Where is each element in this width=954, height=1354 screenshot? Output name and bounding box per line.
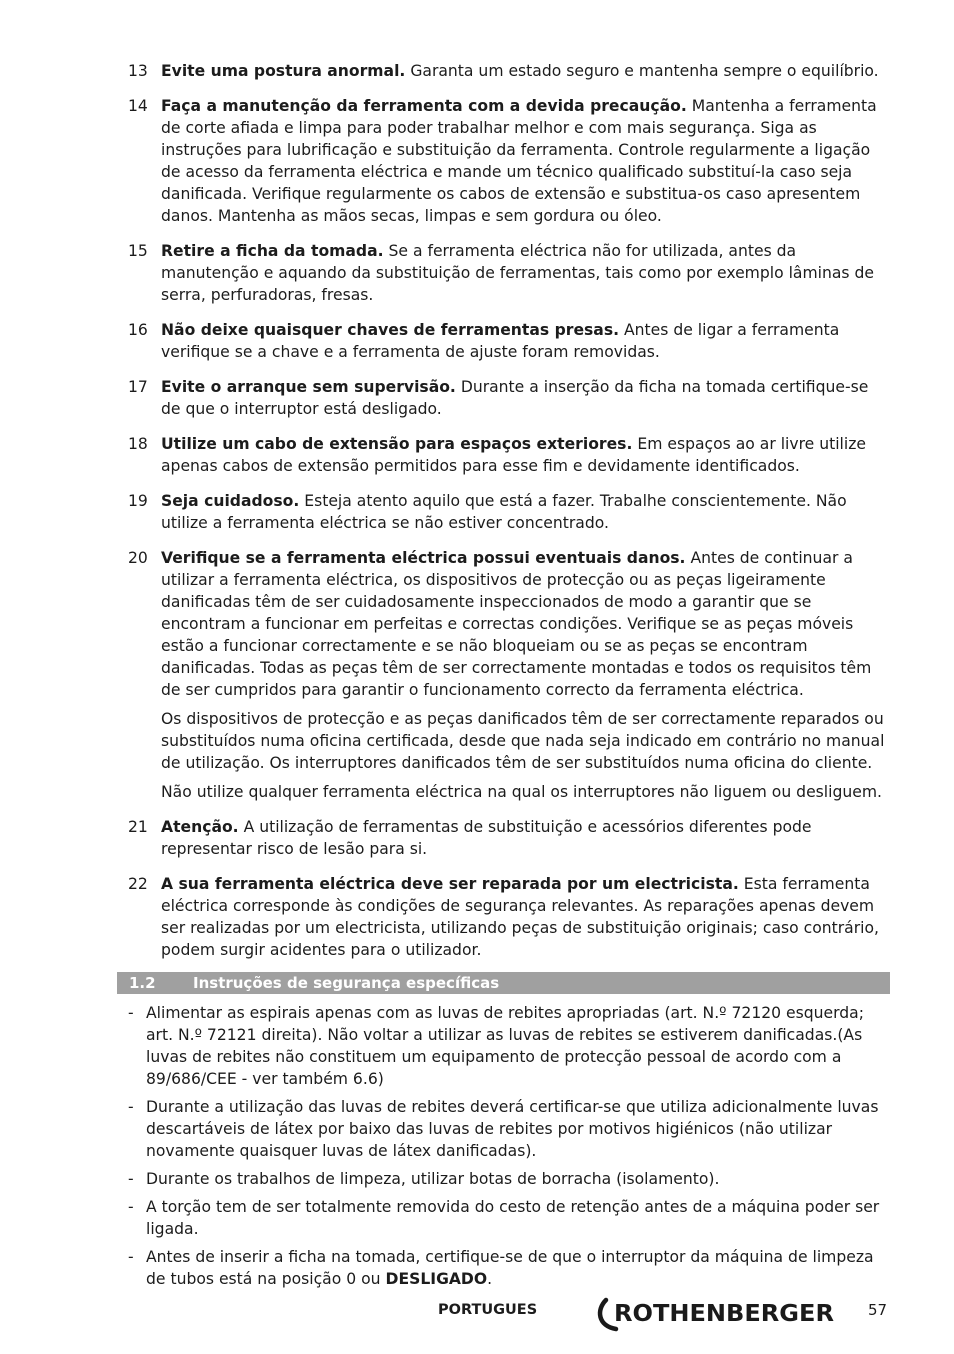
item-paragraph <box>161 490 892 534</box>
item-heading: A sua ferramenta eléctrica deve ser reparada por um electricista. <box>161 875 739 893</box>
page-number: 57 <box>868 1301 888 1319</box>
item-text: Antes de continuar a utilizar a ferramenta eléctrica, os dispositivos de protecção ou as peças ligeiramente danificadas têm de ser cuidadosamente inspeccionados de modo a garantir que se encontram a funcionar em perfeitas e correctas condições. Verifique se as peças móveis estão a funcionar correctamente e se não bloqueiam ou se as peças se encontram danificadas. Todas as peças têm de ser correctamente montadas e todos os requisitos têm de ser cumpridos para garantir o funcionamento correcto da ferramenta eléctrica. <box>161 549 872 699</box>
item-text: Os dispositivos de protecção e as peças danificados têm de ser correctamente reparados ou substituídos numa oficina certificada, desde que nada seja indicado em contrário no manual de utilização. Os interruptores danificados têm de ser substituídos numa oficina do cliente. <box>161 710 885 772</box>
item-heading: Utilize um cabo de extensão para espaços exteriores. <box>161 435 633 453</box>
bullet-dash: - <box>128 1004 134 1022</box>
bullet-emphasis: DESLIGADO <box>385 1270 488 1288</box>
item-paragraph <box>161 433 892 477</box>
item-text: Antes de ligar a ferramenta verifique se a chave e a ferramenta de ajuste foram removidas. <box>161 321 840 361</box>
item-text: A utilização de ferramentas de substituição e acessórios diferentes pode representar risco de lesão para si. <box>161 818 812 858</box>
item-paragraph <box>161 60 892 82</box>
item-paragraph <box>161 319 892 363</box>
item-text: Durante a inserção da ficha na tomada certifique-se de que o interruptor está desligado. <box>161 378 869 418</box>
bullet-dash: - <box>128 1170 134 1188</box>
instruction-item <box>128 873 892 961</box>
item-heading: Verifique se a ferramenta eléctrica possui eventuais danos. <box>161 549 686 567</box>
bullet-dash: - <box>128 1098 134 1116</box>
bullet-dash: - <box>128 1248 134 1266</box>
instruction-item <box>128 490 892 534</box>
item-number: 13 <box>128 62 148 80</box>
bullet-item <box>128 1002 892 1090</box>
item-paragraph <box>161 240 892 306</box>
item-heading: Evite uma postura anormal. <box>161 62 406 80</box>
bullet-text: Durante os trabalhos de limpeza, utilizar botas de borracha (isolamento). <box>146 1170 720 1188</box>
item-number: 21 <box>128 818 148 836</box>
item-text: Se a ferramenta eléctrica não for utilizada, antes da manutenção e aquando da substituição de ferramentas, tais como por exemplo lâminas de serra, perfuradoras, fresas. <box>161 242 875 304</box>
footer-language: PORTUGUES <box>438 1302 538 1318</box>
item-heading: Evite o arranque sem supervisão. <box>161 378 456 396</box>
instruction-item <box>128 60 892 82</box>
rothenberger-logo <box>594 1294 838 1334</box>
bullet-dash: - <box>128 1198 134 1216</box>
bullet-text: Antes de inserir a ficha na tomada, certifique-se de que o interruptor da máquina de limpeza de tubos está na posição 0 ou <box>146 1248 874 1288</box>
instruction-item <box>128 376 892 420</box>
item-number: 22 <box>128 875 148 893</box>
bullet-item <box>128 1246 892 1290</box>
item-paragraph <box>161 708 892 774</box>
item-heading: Atenção. <box>161 818 239 836</box>
section-header <box>117 972 890 994</box>
instruction-item <box>128 319 892 363</box>
item-paragraph <box>161 547 892 701</box>
bullet-item <box>128 1168 892 1190</box>
safety-instructions-list <box>128 60 892 974</box>
section-number: 1.2 <box>129 974 156 992</box>
bullet-item <box>128 1196 892 1240</box>
item-number: 16 <box>128 321 148 339</box>
instruction-item <box>128 95 892 227</box>
item-paragraph <box>161 781 892 803</box>
specific-instructions-list <box>128 1002 892 1296</box>
instruction-item <box>128 816 892 860</box>
item-text: Mantenha a ferramenta de corte afiada e limpa para poder trabalhar melhor e com mais segurança. Siga as instruções para lubrificação e substituição da ferramenta. Controle regularmente a ligação de acesso da ferramenta eléctrica e mande um técnico qualificado substituí-la caso seja danificada. Verifique regularmente os cabos de extensão e substitua-os caso apresentem danos. Mantenha as mãos secas, limpas e sem gordura ou óleo. <box>161 97 877 225</box>
item-heading: Seja cuidadoso. <box>161 492 300 510</box>
item-number: 15 <box>128 242 148 260</box>
bullet-text: Durante a utilização das luvas de rebites deverá certificar-se que utiliza adicionalmente luvas descartáveis de látex por baixo das luvas de rebites por motivos higiénicos (não utilizar novamente quaisquer luvas de látex danificadas). <box>146 1098 879 1160</box>
instruction-item <box>128 240 892 306</box>
item-paragraph <box>161 95 892 227</box>
bullet-text: Alimentar as espirais apenas com as luvas de rebites apropriadas (art. N.º 72120 esquerda; art. N.º 72121 direita). Não voltar a utilizar as luvas de rebites se estiverem danificadas.(As luvas de rebites não constituem um equipamento de protecção pessoal de acordo com a 89/686/CEE - ver também 6.6) <box>146 1004 864 1088</box>
item-text: Esteja atento aquilo que está a fazer. Trabalhe conscientemente. Não utilize a ferramenta eléctrica se não estiver concentrado. <box>161 492 847 532</box>
bullet-text: A torção tem de ser totalmente removida do cesto de retenção antes de a máquina poder ser ligada. <box>146 1198 880 1238</box>
item-paragraph <box>161 816 892 860</box>
section-title: Instruções de segurança específicas <box>193 974 500 992</box>
item-text: Em espaços ao ar livre utilize apenas cabos de extensão permitidos para esse fim e devidamente identificados. <box>161 435 866 475</box>
item-number: 14 <box>128 97 148 115</box>
instruction-item <box>128 433 892 477</box>
item-paragraph <box>161 873 892 961</box>
item-text: Garanta um estado seguro e mantenha sempre o equilíbrio. <box>405 62 879 80</box>
logo-wordmark: ROTHENBERGER <box>614 1301 835 1327</box>
item-text: Não utilize qualquer ferramenta eléctrica na qual os interruptores não liguem ou desliguem. <box>161 783 882 801</box>
item-paragraph <box>161 376 892 420</box>
item-heading: Retire a ficha da tomada. <box>161 242 384 260</box>
item-number: 20 <box>128 549 148 567</box>
instruction-item <box>128 547 892 803</box>
item-heading: Faça a manutenção da ferramenta com a devida precaução. <box>161 97 687 115</box>
bullet-tail: . <box>487 1270 493 1288</box>
item-number: 18 <box>128 435 148 453</box>
bullet-item <box>128 1096 892 1162</box>
item-text: Esta ferramenta eléctrica corresponde às condições de segurança relevantes. As reparações apenas devem ser realizadas por um electricista, utilizando peças de substituição originais; caso contrário, podem surgir acidentes para o utilizador. <box>161 875 879 959</box>
item-number: 17 <box>128 378 148 396</box>
item-heading: Não deixe quaisquer chaves de ferramentas presas. <box>161 321 620 339</box>
item-number: 19 <box>128 492 148 510</box>
